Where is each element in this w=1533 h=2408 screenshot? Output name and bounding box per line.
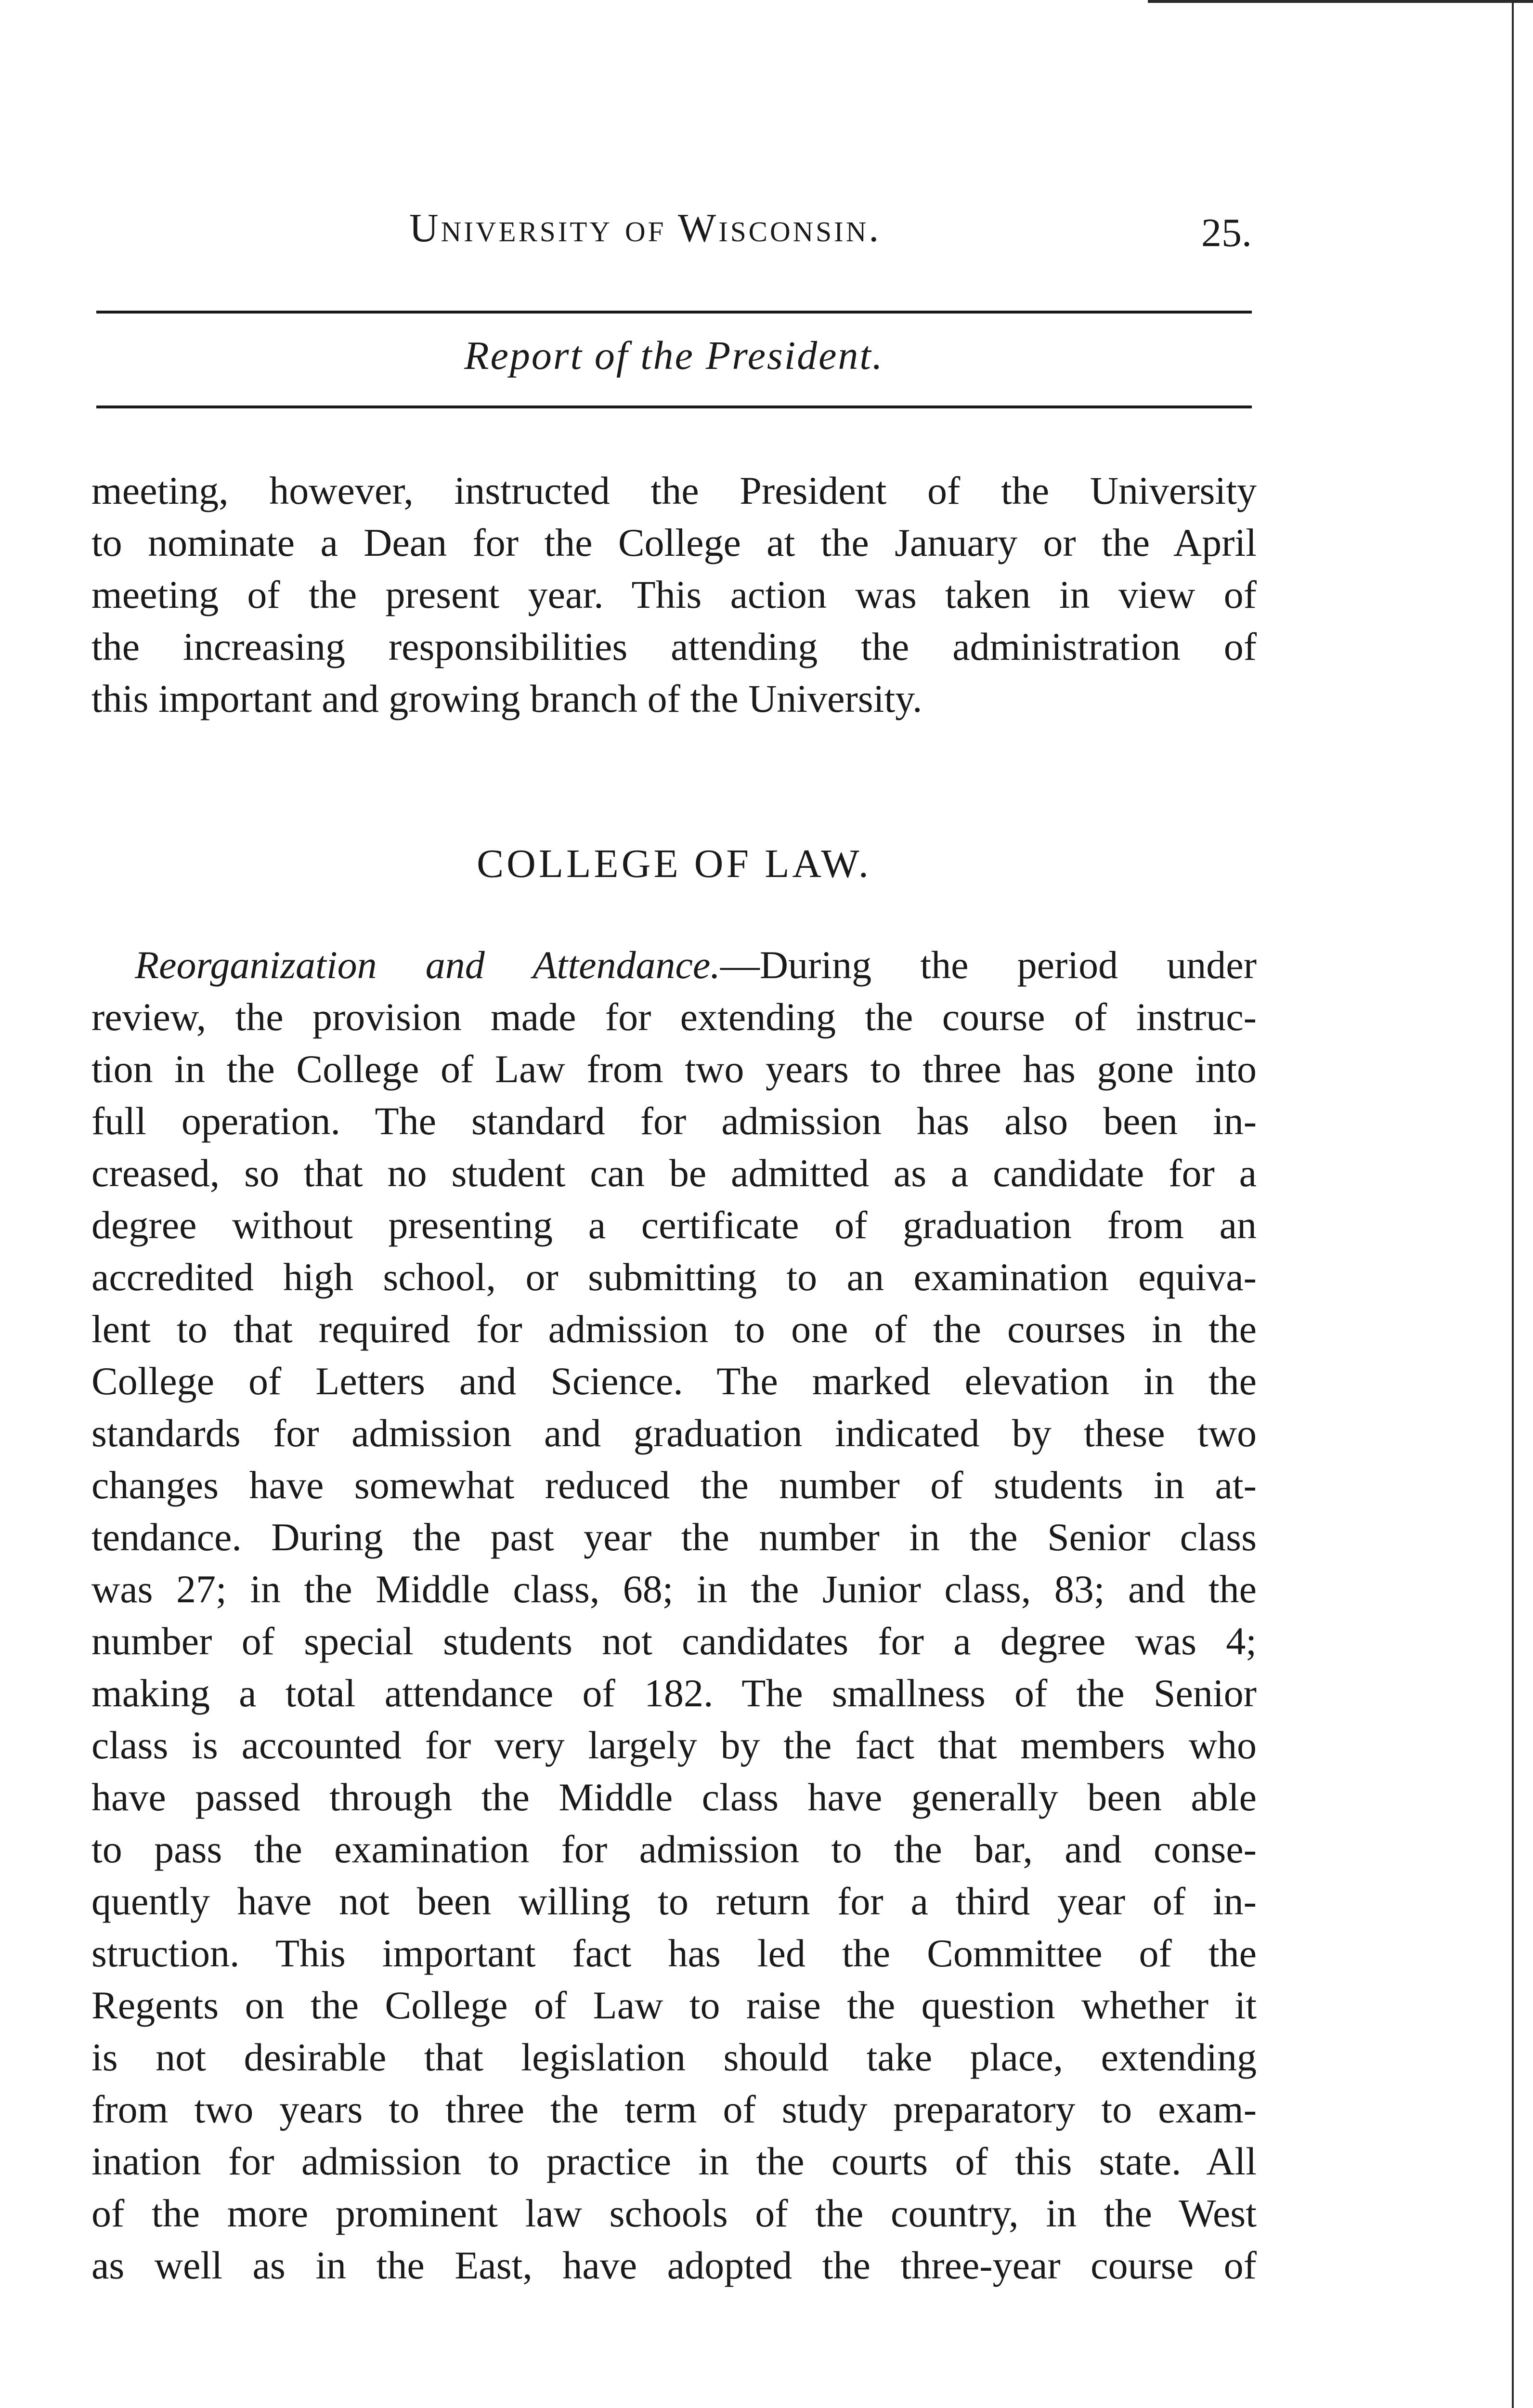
paragraph-line: as well as in the East, have adopted the three-year course of	[91, 2243, 1257, 2287]
header-rule-top	[96, 311, 1252, 314]
paragraph-line: full operation. The standard for admission has also been in-	[91, 1099, 1257, 1143]
paragraph-line: to nominate a Dean for the College at the January or the April	[91, 521, 1257, 564]
paragraph-line: of the more prominent law schools of the country, in the West	[91, 2191, 1257, 2235]
paragraph-line: review, the provision made for extending the course of instruc-	[91, 995, 1257, 1039]
paragraph-line: quently have not been willing to return for a third year of in-	[91, 1879, 1257, 1923]
paragraph-line: Regents on the College of Law to raise the question whether it	[91, 1983, 1257, 2027]
section-paragraph	[91, 939, 1257, 2291]
paragraph-line: struction. This important fact has led the Committee of the	[91, 1931, 1257, 1975]
paragraph-line: accredited high school, or submitting to an examination equiva-	[91, 1255, 1257, 1299]
page-top-edge	[1148, 0, 1533, 3]
paragraph-line: degree without presenting a certificate of graduation from an	[91, 1203, 1257, 1247]
running-title: University of Wisconsin.	[409, 206, 882, 250]
paragraph-line: changes have somewhat reduced the number of students in at-	[91, 1463, 1257, 1507]
paragraph-line: meeting of the present year. This action was taken in view of	[91, 573, 1257, 616]
header-rule-bottom	[96, 406, 1252, 408]
paragraph-line: tendance. During the past year the number in the Senior class	[91, 1515, 1257, 1559]
paragraph-line: College of Letters and Science. The marked elevation in the	[91, 1359, 1257, 1403]
paragraph-line: making a total attendance of 182. The smallness of the Senior	[91, 1671, 1257, 1715]
paragraph-line: from two years to three the term of study preparatory to exam-	[91, 2087, 1257, 2131]
running-head	[96, 205, 1252, 258]
paragraph-line: was 27; in the Middle class, 68; in the Junior class, 83; and the	[91, 1567, 1257, 1611]
paragraph-line: meeting, however, instructed the President of the University	[91, 469, 1257, 512]
section-heading: COLLEGE OF LAW.	[477, 841, 871, 886]
paragraph-first-line	[91, 939, 1257, 991]
page-binding-edge	[1512, 0, 1514, 2408]
paragraph-lead-italic: Reorganization and Attendance.	[135, 943, 720, 987]
paragraph-lead-rest: —During the period under	[720, 943, 1257, 987]
paragraph-line: number of special students not candidates for a degree was 4;	[91, 1619, 1257, 1663]
paragraph-line: to pass the examination for admission to the bar, and conse-	[91, 1827, 1257, 1871]
paragraph-line: this important and growing branch of the University.	[91, 677, 922, 720]
paragraph-line: have passed through the Middle class have generally been able	[91, 1775, 1257, 1819]
continuation-paragraph	[91, 465, 1257, 725]
report-subtitle: Report of the President.	[464, 333, 884, 378]
paragraph-line: class is accounted for very largely by the fact that members who	[91, 1723, 1257, 1767]
paragraph-line: the increasing responsibilities attending the administration of	[91, 625, 1257, 668]
page-number: 25.	[1201, 210, 1252, 255]
paragraph-line: lent to that required for admission to one of the courses in the	[91, 1307, 1257, 1351]
paragraph-line: standards for admission and graduation indicated by these two	[91, 1411, 1257, 1455]
paragraph-line: ination for admission to practice in the courts of this state. All	[91, 2139, 1257, 2183]
paragraph-line: tion in the College of Law from two years to three has gone into	[91, 1047, 1257, 1091]
paragraph-line: creased, so that no student can be admitted as a candidate for a	[91, 1151, 1257, 1195]
paragraph-line: is not desirable that legislation should take place, extending	[91, 2035, 1257, 2079]
